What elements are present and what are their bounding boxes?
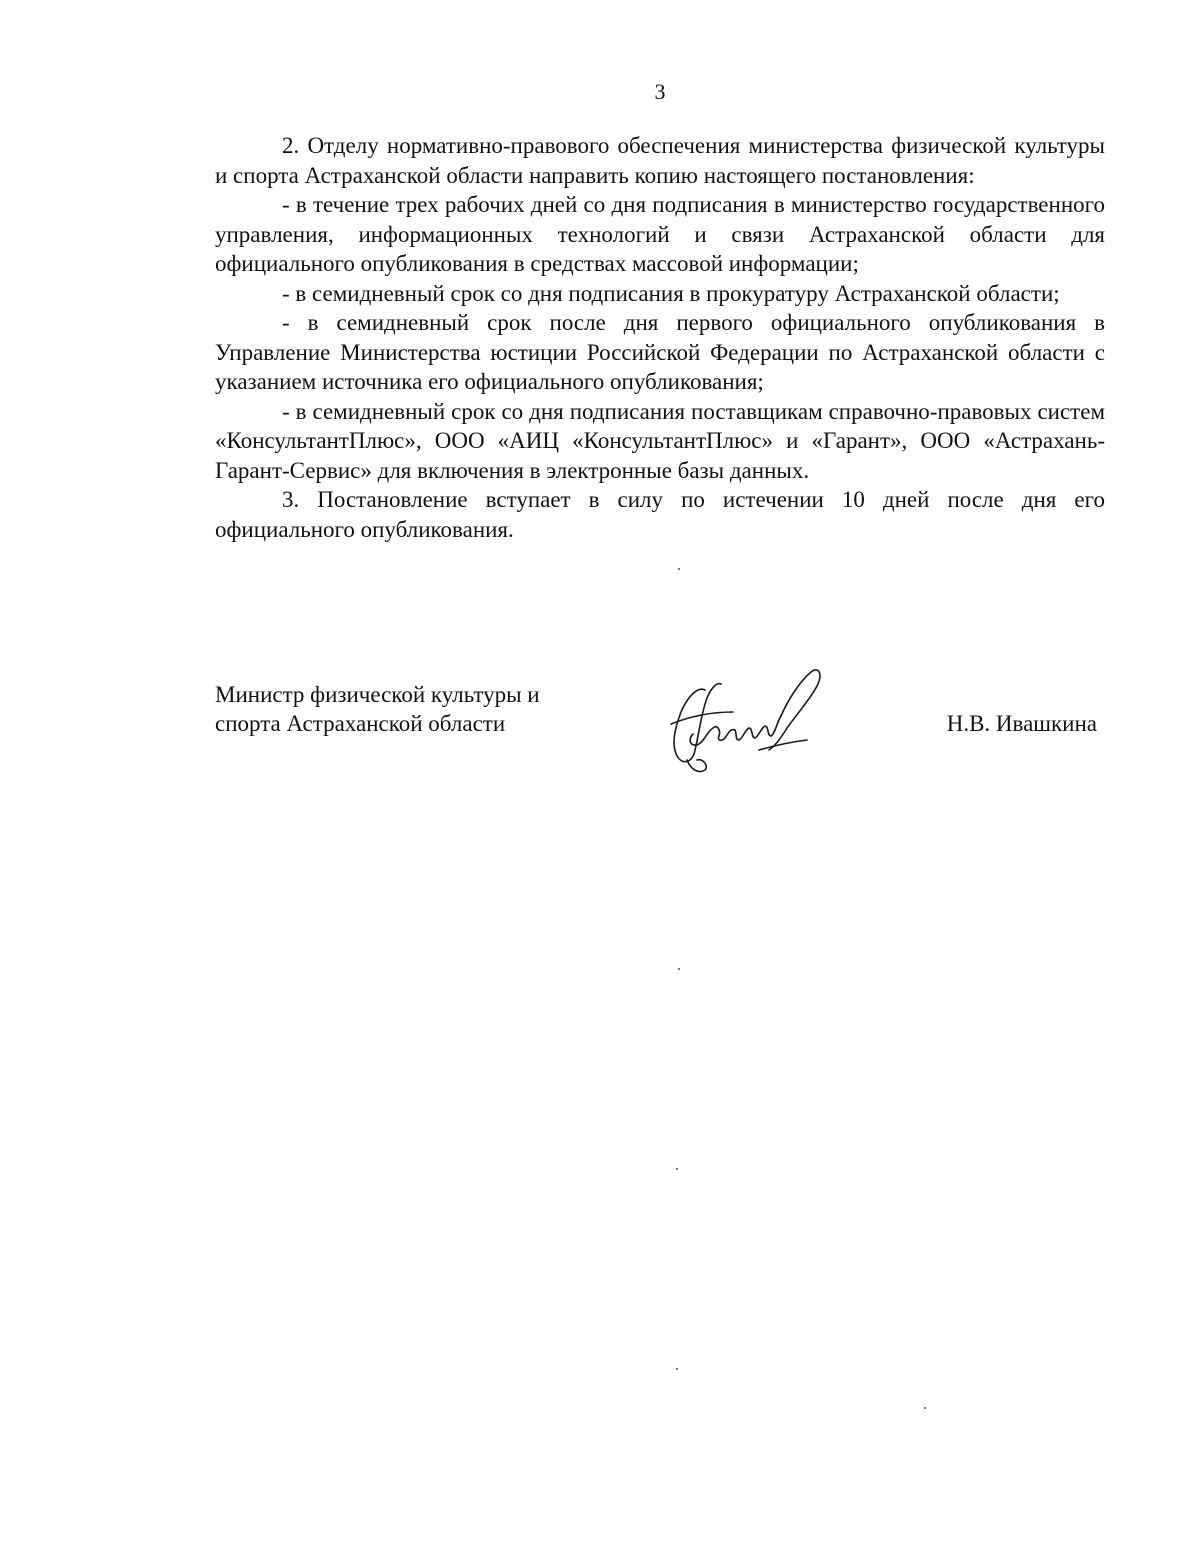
signer-position-line-2: спорта Астраханской области	[215, 711, 506, 736]
scan-speck	[678, 968, 680, 970]
paragraph-item-2: 2. Отделу нормативно-правового обеспечения министерства физической культуры и спорта Астраханской области направить копию настоящего постановления:	[215, 133, 1105, 188]
page-number: 3	[654, 79, 666, 104]
signature-block	[215, 680, 1105, 800]
paragraph-item-3: 3. Постановление вступает в силу по истечении 10 дней после дня его официального опубликования.	[215, 487, 1105, 542]
paragraph-subitem-ministry: - в течение трех рабочих дней со дня подписания в министерство государственного управления, информационных технологий и связи Астраханской области для официального опубликования в средствах массовой информации;	[215, 192, 1105, 276]
document-body	[215, 131, 1105, 544]
signer-position	[215, 680, 635, 738]
paragraph-subitem-justice: - в семидневный срок после дня первого официального опубликования в Управление Министерства юстиции Российской Федерации по Астраханской области с указанием источника его официального опубликования;	[215, 310, 1105, 394]
scan-speck	[676, 1168, 678, 1170]
handwritten-signature	[647, 642, 837, 782]
scan-speck	[924, 1407, 926, 1409]
scan-speck	[678, 568, 680, 570]
paragraph-subitem-prosecutor: - в семидневный срок со дня подписания в прокуратуру Астраханской области;	[282, 280, 1060, 306]
paragraph-subitem-legal-systems: - в семидневный срок со дня подписания поставщикам справочно-правовых систем «КонсультантПлюс», ООО «АИЦ «КонсультантПлюс» и «Гарант», ООО «Астрахань-Гарант-Сервис» для включения в электронные базы данных.	[215, 398, 1105, 483]
scan-speck	[676, 1368, 678, 1370]
signer-name: Н.В. Ивашкина	[946, 711, 1097, 736]
signer-position-line-1: Министр физической культуры и	[215, 682, 540, 707]
